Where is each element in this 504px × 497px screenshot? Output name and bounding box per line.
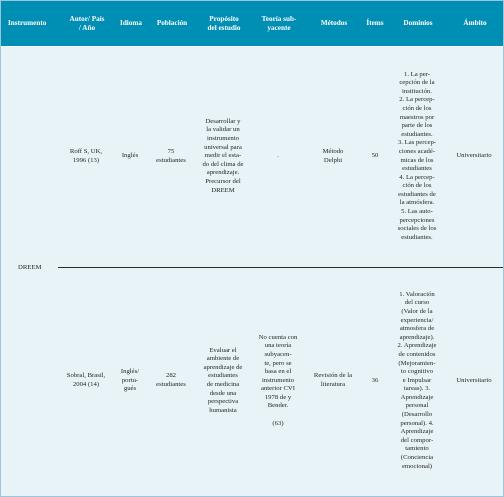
cell-metodos: Revisión de la literatura [313,372,353,388]
cell-items: 36 [371,376,379,384]
cell-proposito: Desarrollar y la validar un instrumento universal para medir el esta- do del clima de aprendizaje. Precursor del DREEM [202,117,244,194]
header-poblacion: Población [156,19,188,27]
header-teoria: Teoría sub- yacente [261,14,297,32]
table-header [1,1,503,46]
header-items: Ítems [366,19,384,27]
cell-ambito: Universitario [456,376,492,384]
header-metodos: Métodos [320,19,348,27]
header-autor: Autor/ País / Año [69,14,105,32]
cell-idioma: Inglés [121,152,139,160]
cell-items: 50 [371,152,379,160]
header-proposito: Propósito del estudio [207,14,241,32]
cell-teoria: No cuenta con una teoría subyacen- te, pero se basa en el instrumento anterior CVI 1978 de y Bender. (63) [258,333,298,427]
cell-teoria: . [277,152,279,160]
cell-poblacion: 75 estudiantes [156,147,186,164]
cell-poblacion: 282 estudiantes [156,372,186,388]
cell-idioma: Inglés/ portu- gués [120,368,140,393]
cell-metodos: Método Delphi [322,147,344,164]
cell-dominios: 1. La per- cepción de la institución. 2. La percep- ción de los maestros por parte de los estudiantes. 3. Las percep- ciones acadé- micas de los estudiantes 4. La percep- ción de los estudiantes de la atmósfera. 5. Las auto- percepciones sociales de los estudiantes. [397,70,437,241]
header-ambito: Ámbito [463,19,487,27]
group-label-dreem: DREEM [18,263,42,271]
cell-ambito: Universitario [456,152,492,160]
header-dominios: Dominios [403,19,433,27]
cell-autor: Sobral, Brasil, 2004 (14) [66,372,106,388]
header-instrumento: Instrumento [8,19,47,27]
cell-proposito: Evaluar el ambiente de aprendizaje de estudiantes de medicina desde una perspectiva humanista [203,346,243,414]
cell-dominios: 1. Valoración del curso (Valor de la experiencia/ atmosfera de aprendizaje). 2. Aprendizaje de contenidos (Mejoramien- to cognitivo e Impulsar tareas). 3. Aprendizaje personal (Desarrollo personal). 4. Aprendizaje del compor- tamiento (Conciencia emocional) [397,290,437,470]
cell-autor: Roff S, UK, 1996 (13) [69,147,103,164]
header-idioma: Idioma [120,19,142,27]
